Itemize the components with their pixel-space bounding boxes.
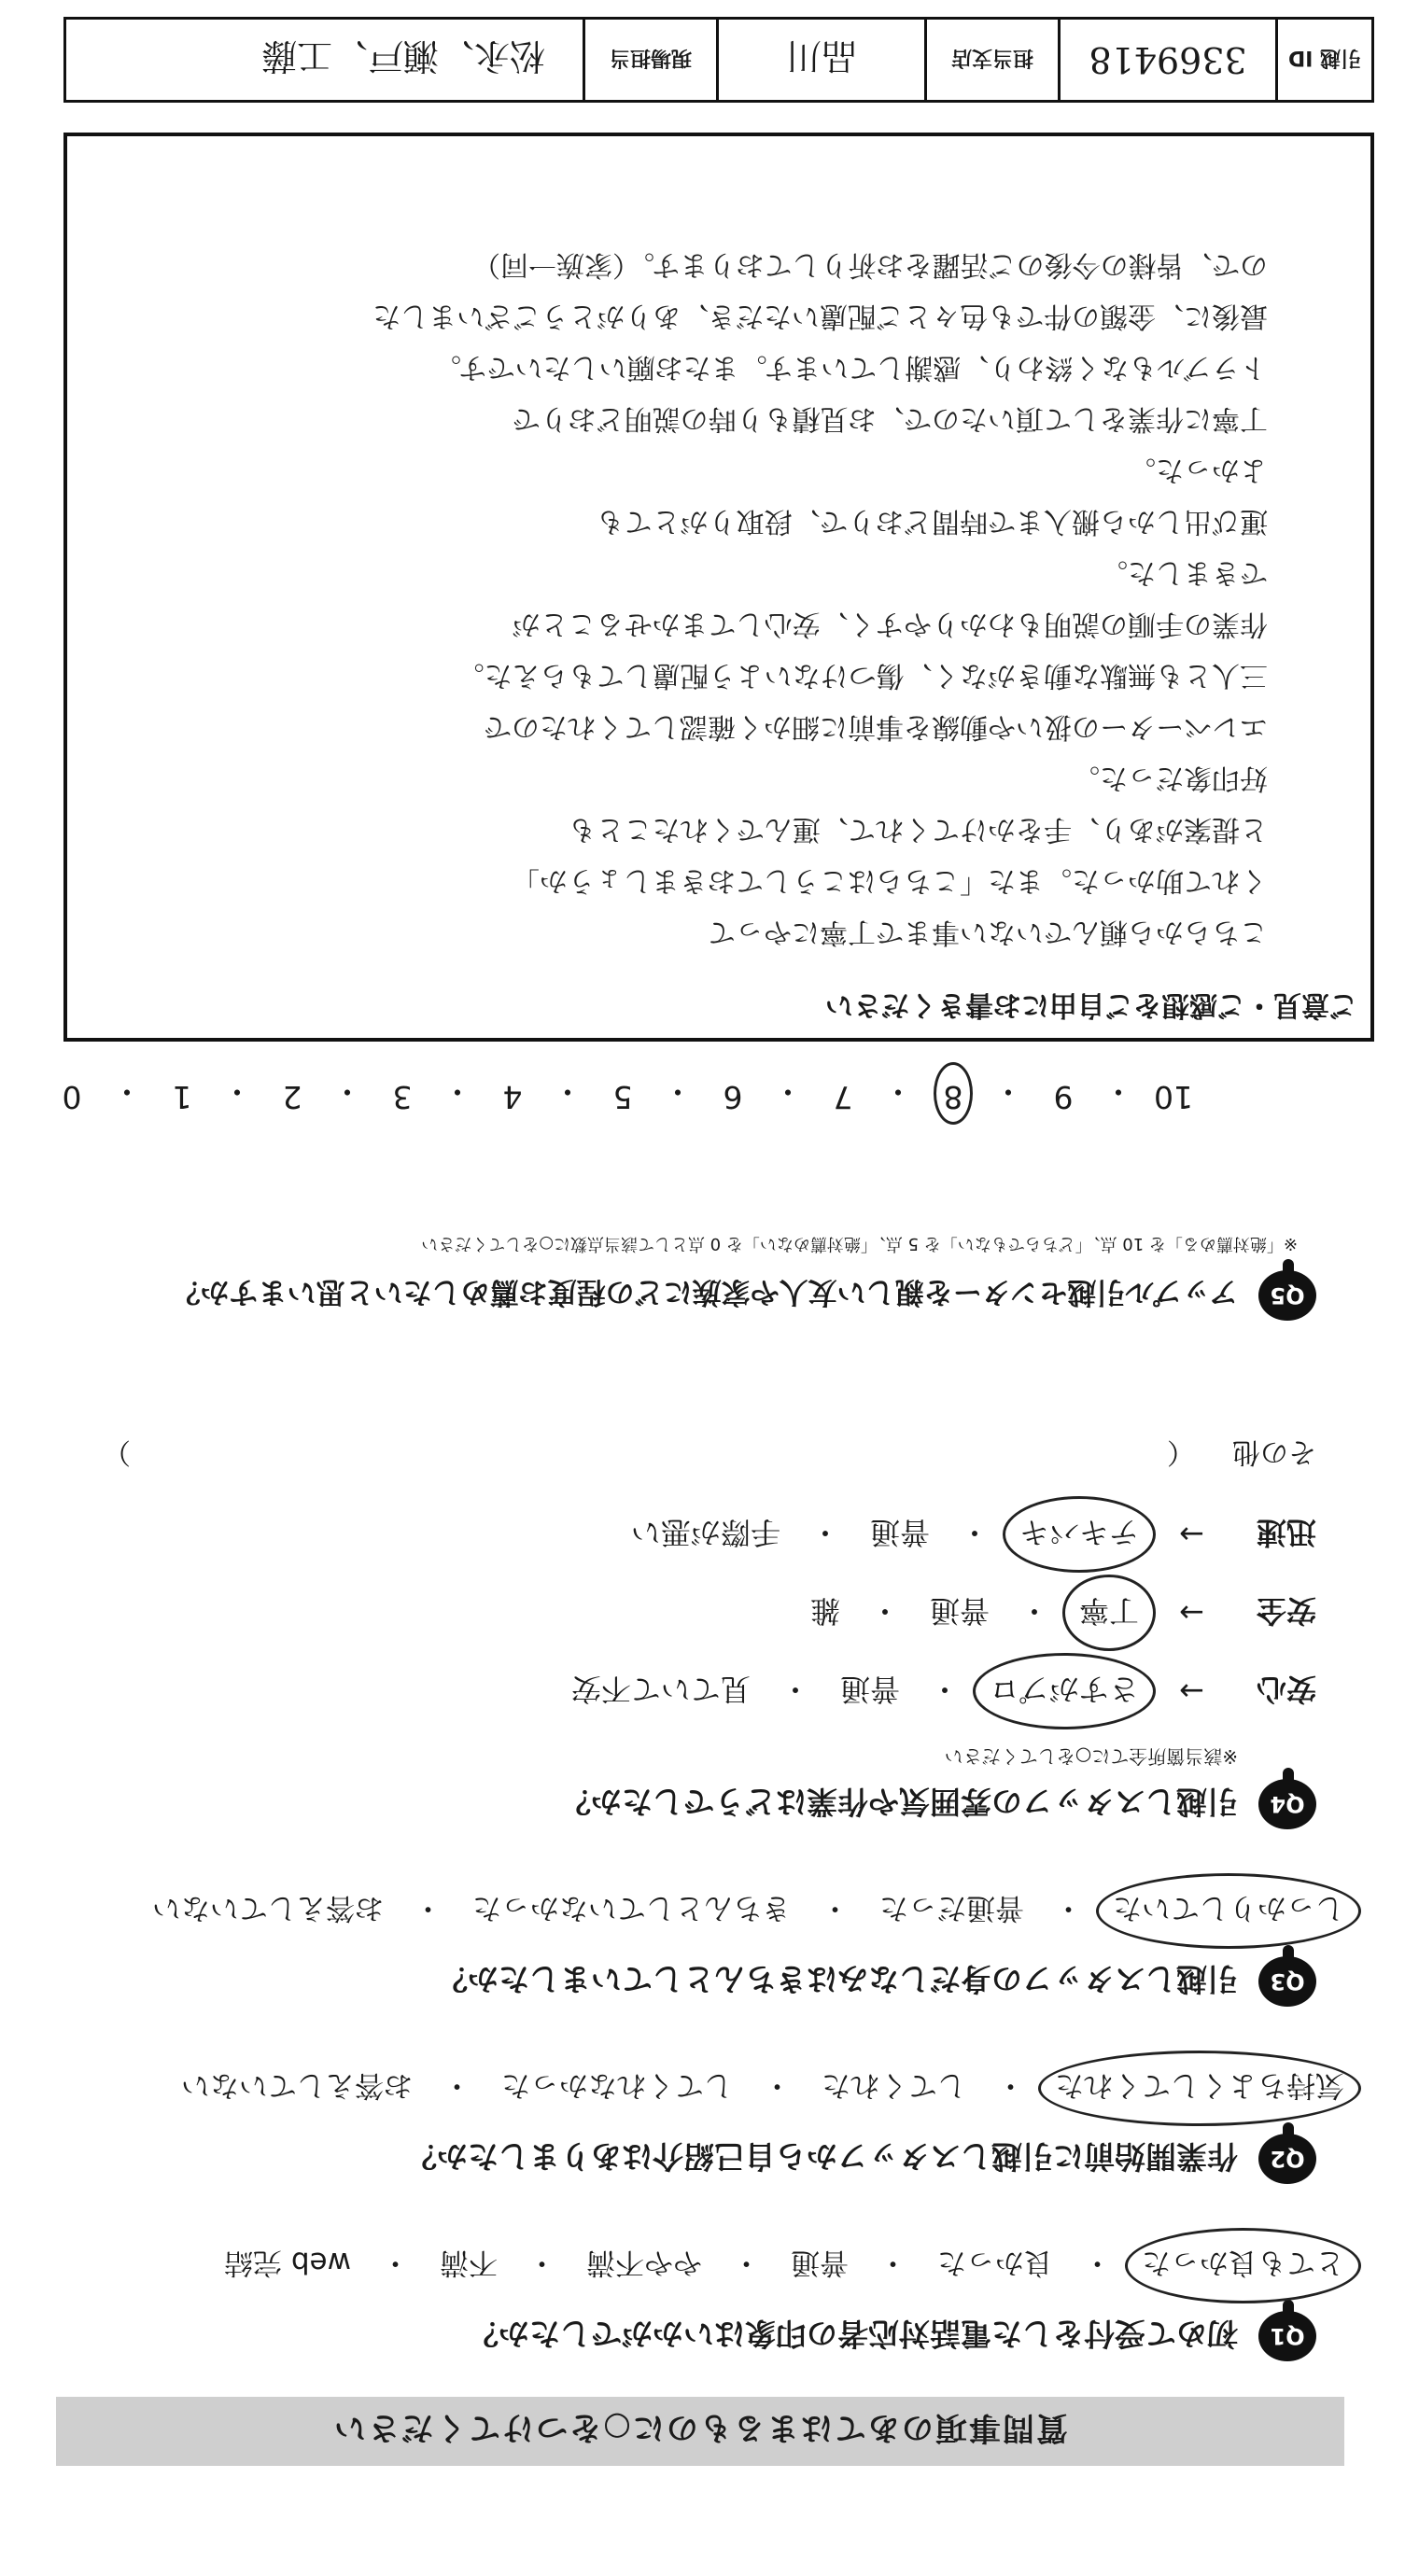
score-option-6[interactable]: 6 <box>723 1079 743 1115</box>
question-4 <box>65 1435 1316 1829</box>
comment-line: 作業の手順の説明もわかりやすく、安心してまかせることが <box>512 608 1268 640</box>
q2-option-did-not[interactable]: してくれなかった <box>501 2068 733 2102</box>
score-separator: ・ <box>221 1073 253 1110</box>
score-separator: ・ <box>662 1073 694 1110</box>
q3-option-normal[interactable]: 普通だった <box>879 1891 1024 1925</box>
score-separator: ・ <box>992 1073 1024 1110</box>
comment-line: 運び出しから搬入まで時間どおりで、段取りがとても <box>596 505 1268 538</box>
q4-speed-option-clumsy[interactable]: 手際が悪い <box>630 1515 780 1550</box>
q1-option-normal[interactable]: 普通 <box>791 2246 849 2279</box>
q4-safety-option-normal[interactable]: 普通 <box>929 1593 990 1629</box>
score-separator: ・ <box>882 1073 914 1110</box>
question-2: Q2 作業開始前に引越しスタッフから自己紹介はありましたか？ 気持ちよくしてくれた ・ してくれた ・ してくれなかった ・ お答えしていない <box>65 2064 1316 2184</box>
q4-relief-option-pro[interactable]: さすがプロ <box>980 1666 1148 1716</box>
question-1: Q1 初めて受付をした電話対応者の印象はいかがでしたか？ とても良かった ・ 良かった ・ 普通 ・ やや不満 ・ 不満 ・ web 完結 <box>65 2241 1316 2361</box>
score-separator: ・ <box>1103 1073 1134 1110</box>
q2-option-no-answer[interactable]: お答えしていない <box>181 2068 413 2102</box>
q4-badge: Q4 <box>1258 1779 1316 1829</box>
comment-line: と提案があり、手をかけてくれて、運んでくれたことも <box>568 813 1268 846</box>
comment-line: 最後に、金額の件でも色々とご配慮いただき、ありがとうございました <box>372 300 1268 332</box>
staff-label: 現場担当 <box>583 20 716 100</box>
q4-speed-option-normal[interactable]: 普通 <box>869 1515 930 1550</box>
comment-handwriting <box>110 239 1268 958</box>
q4-text: 引越しスタッフの雰囲気や作業はどうでしたか？ <box>560 1784 1238 1821</box>
q2-option-did[interactable]: してくれた <box>822 2068 966 2102</box>
q3-option-not-neat[interactable]: きちんとしていなかった <box>472 1891 791 1925</box>
staff-value: 松永、瀬戸、工藤 <box>260 35 545 77</box>
score-option-4[interactable]: 4 <box>502 1079 523 1115</box>
q4-row-relief: 安心 → さすがプロ ・ 普通 ・ 見ていて不安 <box>65 1666 1316 1716</box>
q1-badge: Q1 <box>1258 2311 1316 2361</box>
q4-other-label: その他 <box>1232 1435 1316 1468</box>
score-separator: ・ <box>552 1073 583 1110</box>
score-option-7[interactable]: 7 <box>833 1079 853 1115</box>
score-option-10[interactable]: 10 <box>1154 1079 1193 1115</box>
move-id-label: 引越 ID <box>1275 20 1371 100</box>
q1-option-somewhat-unsatisfied[interactable]: やや不満 <box>586 2246 702 2279</box>
comment-title: ご意見・ご感想をご自由にお書きください <box>825 988 1357 1021</box>
comment-line: よかった。 <box>1128 454 1268 486</box>
comment-line: くれて助かった。また「こちらはこうしておきましょうか」 <box>512 864 1268 897</box>
score-separator: ・ <box>772 1073 804 1110</box>
q4-speed-option-brisk[interactable]: テキパキ <box>1010 1509 1148 1560</box>
score-separator: ・ <box>331 1073 363 1110</box>
question-3: Q3 引越しスタッフの身だしなみはきちんとしていましたか？ しっかりしていた ・ 普通だった ・ きちんとしていなかった ・ お答えしていない <box>65 1886 1316 2007</box>
comment-line: 好印象だった。 <box>1072 762 1268 794</box>
q3-option-no-answer[interactable]: お答えしていない <box>152 1891 384 1925</box>
branch-value: 品川 <box>716 20 924 100</box>
q4-row-speed: 迅速 → テキパキ ・ 普通 ・ 手際が悪い <box>65 1509 1316 1560</box>
comment-line: 三人とも無駄な動きがなく、傷つけないよう配慮してもらえた。 <box>456 659 1268 692</box>
q4-note: ※該当箇所全てに○をしてください <box>944 1745 1238 1768</box>
move-id-value: 3369418 <box>1058 20 1275 100</box>
score-option-2[interactable]: 2 <box>282 1079 302 1115</box>
instruction-banner: 質問事項のあてはまるものに○をつけてください <box>56 2397 1344 2466</box>
comment-line: トラブルもなく終わり、感謝しています。またお願いしたいです。 <box>433 351 1268 384</box>
q1-option-web[interactable]: web 完結 <box>224 2246 351 2279</box>
comment-line: できました。 <box>1100 556 1268 589</box>
score-option-8[interactable]: 8 <box>932 1071 975 1115</box>
q4-other-row: その他 （ ） <box>65 1435 1316 1476</box>
q2-option-pleasant[interactable]: 気持ちよくしてくれた <box>1046 2064 1354 2113</box>
comment-line: ので、皆様の今後のご活躍をお祈りしております。（家族一同） <box>472 248 1268 281</box>
score-option-3[interactable]: 3 <box>392 1079 413 1115</box>
comment-line: エレベーターの扱いや動線を事前に細かく確認してくれたので <box>484 710 1268 743</box>
q1-option-unsatisfied[interactable]: 不満 <box>440 2246 498 2279</box>
q4-row-label: 安心 <box>1256 1672 1316 1707</box>
q4-row-safety: 安全 → 丁寧 ・ 普通 ・ 雑 <box>65 1588 1316 1638</box>
q4-relief-option-anxious[interactable]: 見ていて不安 <box>570 1672 751 1707</box>
q4-safety-option-rough[interactable]: 雑 <box>809 1593 840 1629</box>
score-separator: ・ <box>111 1073 143 1110</box>
q3-text: 引越しスタッフの身だしなみはきちんとしていましたか？ <box>437 1961 1238 1998</box>
q5-text: アップル引越センターを親しい友人や家族にどの程度お薦めしたいと思いますか？ <box>171 1275 1238 1309</box>
q1-option-good[interactable]: 良かった <box>937 2246 1053 2279</box>
q4-relief-option-normal[interactable]: 普通 <box>839 1672 900 1707</box>
q4-row-label: 安全 <box>1256 1593 1316 1629</box>
q2-text: 作業開始前に引越しスタッフから自己紹介はありましたか？ <box>406 2138 1238 2176</box>
q5-badge: Q5 <box>1258 1270 1316 1321</box>
q1-option-very-good[interactable]: とても良かった <box>1132 2241 1354 2290</box>
q2-badge: Q2 <box>1258 2134 1316 2184</box>
score-option-5[interactable]: 5 <box>612 1079 633 1115</box>
comment-line: こちらから頼んでいない事まで丁寧にやって <box>708 916 1268 948</box>
q5-note: ※「絶対薦める」を 10 点、「どちらでもない」を 5 点、「絶対薦めない」を 0 点として該当点数に○をしてください <box>421 1234 1298 1253</box>
score-option-1[interactable]: 1 <box>172 1079 192 1115</box>
question-5 <box>65 1233 1316 1321</box>
q3-option-neat[interactable]: しっかりしていた <box>1103 1886 1354 1936</box>
comment-box <box>63 133 1374 1042</box>
q4-safety-option-careful[interactable]: 丁寧 <box>1070 1588 1148 1638</box>
q4-row-label: 迅速 <box>1256 1515 1316 1550</box>
q3-badge: Q3 <box>1258 1956 1316 2007</box>
comment-line: 丁寧に作業をして頂いたので、お見積もり時の説明どおりで <box>512 402 1268 435</box>
info-bar <box>63 17 1374 103</box>
branch-label: 担当支店 <box>924 20 1058 100</box>
score-separator: ・ <box>442 1073 473 1110</box>
score-option-0[interactable]: 0 <box>62 1079 82 1115</box>
q1-text: 初めて受付をした電話対応者の印象はいかがでしたか？ <box>468 2316 1238 2353</box>
score-option-9[interactable]: 9 <box>1053 1079 1074 1115</box>
recommendation-score-scale <box>50 1071 1195 1115</box>
